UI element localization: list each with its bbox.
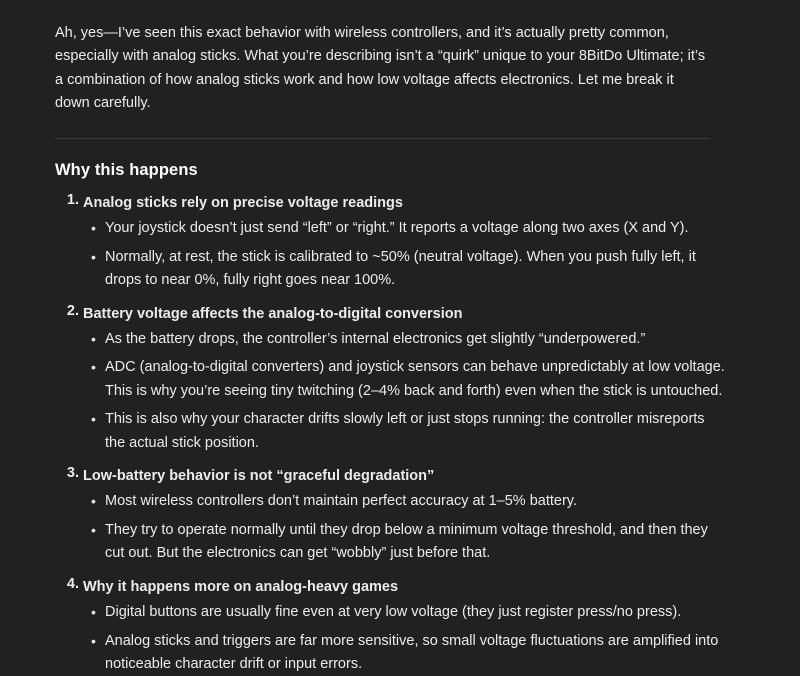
sub-list-item (105, 601, 725, 624)
list-item (83, 465, 740, 566)
intro-paragraph: Ah, yes—I’ve seen this exact behavior with wireless controllers, and it’s actually pretty common, especially with analog sticks. What you’re describing isn’t a “quirk” unique to your 8BitDo Ultimate; it’s a combination of how analog sticks work and how low voltage affects electronics. Let me break it down carefully. (55, 22, 710, 116)
sub-list-item-text: Analog sticks and triggers are far more sensitive, so small voltage fluctuations are amplified into noticeable character drift or input errors. (105, 633, 718, 672)
sub-list-item-text: Normally, at rest, the stick is calibrated to ~50% (neutral voltage). When you push fully left, it drops to near 0%, fully right goes near 100%. (105, 249, 696, 288)
list-item (83, 576, 740, 676)
bullet-icon: • (91, 246, 96, 269)
sub-list-item-text: Digital buttons are usually fine even at very low voltage (they just register press/no press). (105, 604, 681, 620)
bullet-icon: • (91, 490, 96, 513)
list-item (83, 303, 740, 456)
item-heading: Low-battery behavior is not “graceful degradation” (83, 465, 740, 488)
bullet-icon: • (91, 356, 96, 379)
bullet-icon: • (91, 630, 96, 653)
item-heading: Battery voltage affects the analog-to-digital conversion (83, 303, 740, 326)
sub-list-item (105, 630, 725, 676)
bullet-icon: • (91, 519, 96, 542)
item-number: 4. (57, 576, 79, 592)
sub-list (83, 217, 740, 292)
sub-list-item-text: As the battery drops, the controller’s internal electronics get slightly “underpowered.” (105, 331, 645, 347)
list-item (83, 192, 740, 293)
bullet-icon: • (91, 328, 96, 351)
reasons-list (55, 192, 740, 676)
sub-list-item-text: They try to operate normally until they drop below a minimum voltage threshold, and then they cut out. But the electronics can get “wobbly” just before that. (105, 522, 708, 561)
sub-list-item-text: This is also why your character drifts slowly left or just stops running: the controller misreports the actual stick position. (105, 411, 705, 450)
bullet-icon: • (91, 217, 96, 240)
sub-list (83, 328, 740, 455)
item-heading: Why it happens more on analog-heavy games (83, 576, 740, 599)
sub-list-item-text: Most wireless controllers don’t maintain perfect accuracy at 1–5% battery. (105, 493, 577, 509)
sub-list-item (105, 519, 725, 566)
sub-list-item (105, 408, 725, 455)
sub-list-item (105, 328, 725, 351)
bullet-icon: • (91, 601, 96, 624)
item-number: 1. (57, 192, 79, 208)
sub-list-item (105, 217, 725, 240)
item-number: 3. (57, 465, 79, 481)
sub-list (83, 601, 740, 676)
sub-list-item-text: Your joystick doesn’t just send “left” or “right.” It reports a voltage along two axes (X and Y). (105, 220, 689, 236)
section-divider (55, 138, 710, 139)
sub-list (83, 490, 740, 565)
sub-list-item-text: ADC (analog-to-digital converters) and joystick sensors can behave unpredictably at low voltage. This is why you’re seeing tiny twitching (2–4% back and forth) even when the stick is untouched. (105, 359, 725, 398)
item-heading: Analog sticks rely on precise voltage readings (83, 192, 740, 215)
sub-list-item (105, 490, 725, 513)
section-heading: Why this happens (55, 161, 740, 180)
item-number: 2. (57, 303, 79, 319)
sub-list-item (105, 246, 725, 293)
bullet-icon: • (91, 408, 96, 431)
sub-list-item (105, 356, 725, 403)
